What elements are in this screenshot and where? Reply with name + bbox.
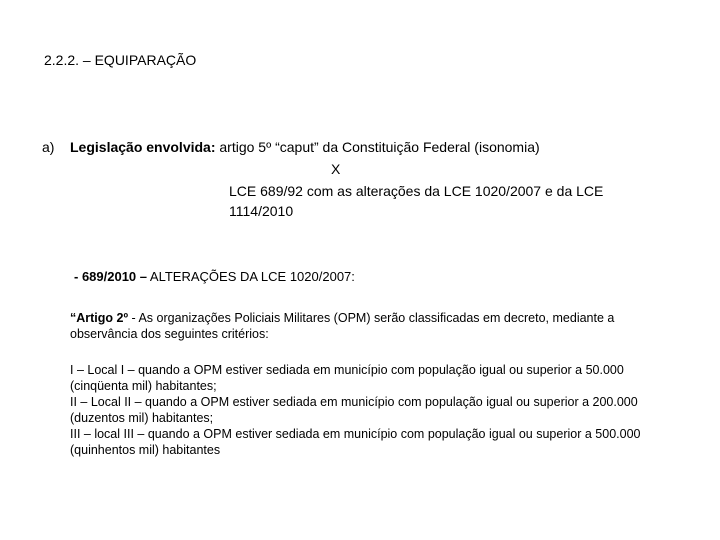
article-2-label: “Artigo 2º: [70, 311, 129, 325]
amendments-heading: [74, 269, 355, 284]
item-a-marker: a): [42, 139, 55, 155]
item-a-legislation: [42, 139, 540, 155]
amendments-heading-number: - 689/2010 –: [74, 269, 148, 284]
criteria-list: [70, 362, 640, 458]
article-2-paragraph: [70, 310, 614, 342]
criteria-line: II – Local II – quando a OPM estiver sediada em município com população igual ou superior a 200.000: [70, 395, 638, 409]
section-heading: 2.2.2. – EQUIPARAÇÃO: [44, 52, 197, 68]
article-2-line-2: observância dos seguintes critérios:: [70, 327, 269, 341]
article-2-line-1: [70, 310, 614, 326]
lce-reference-line-2: 1114/2010: [229, 203, 294, 219]
criteria-line: (cinqüenta mil) habitantes;: [70, 379, 217, 393]
legislation-label: Legislação envolvida:: [70, 139, 216, 155]
criteria-line: (quinhentos mil) habitantes: [70, 443, 221, 457]
criteria-line: (duzentos mil) habitantes;: [70, 411, 214, 425]
versus-mark: X: [331, 161, 341, 177]
amendments-heading-text: ALTERAÇÕES DA LCE 1020/2007:: [147, 269, 355, 284]
criteria-line: I – Local I – quando a OPM estiver sediada em município com população igual ou superior a 50.000: [70, 363, 624, 377]
lce-reference-line-1: LCE 689/92 com as alterações da LCE 1020/2007 e da LCE: [229, 183, 604, 199]
article-2-text: - As organizações Policiais Militares (OPM) serão classificadas em decreto, mediante a: [128, 311, 615, 325]
criteria-line: III – local III – quando a OPM estiver sediada em município com população igual ou superior a 500.000: [70, 427, 641, 441]
legislation-text: artigo 5º “caput” da Constituição Federal (isonomia): [215, 139, 540, 155]
